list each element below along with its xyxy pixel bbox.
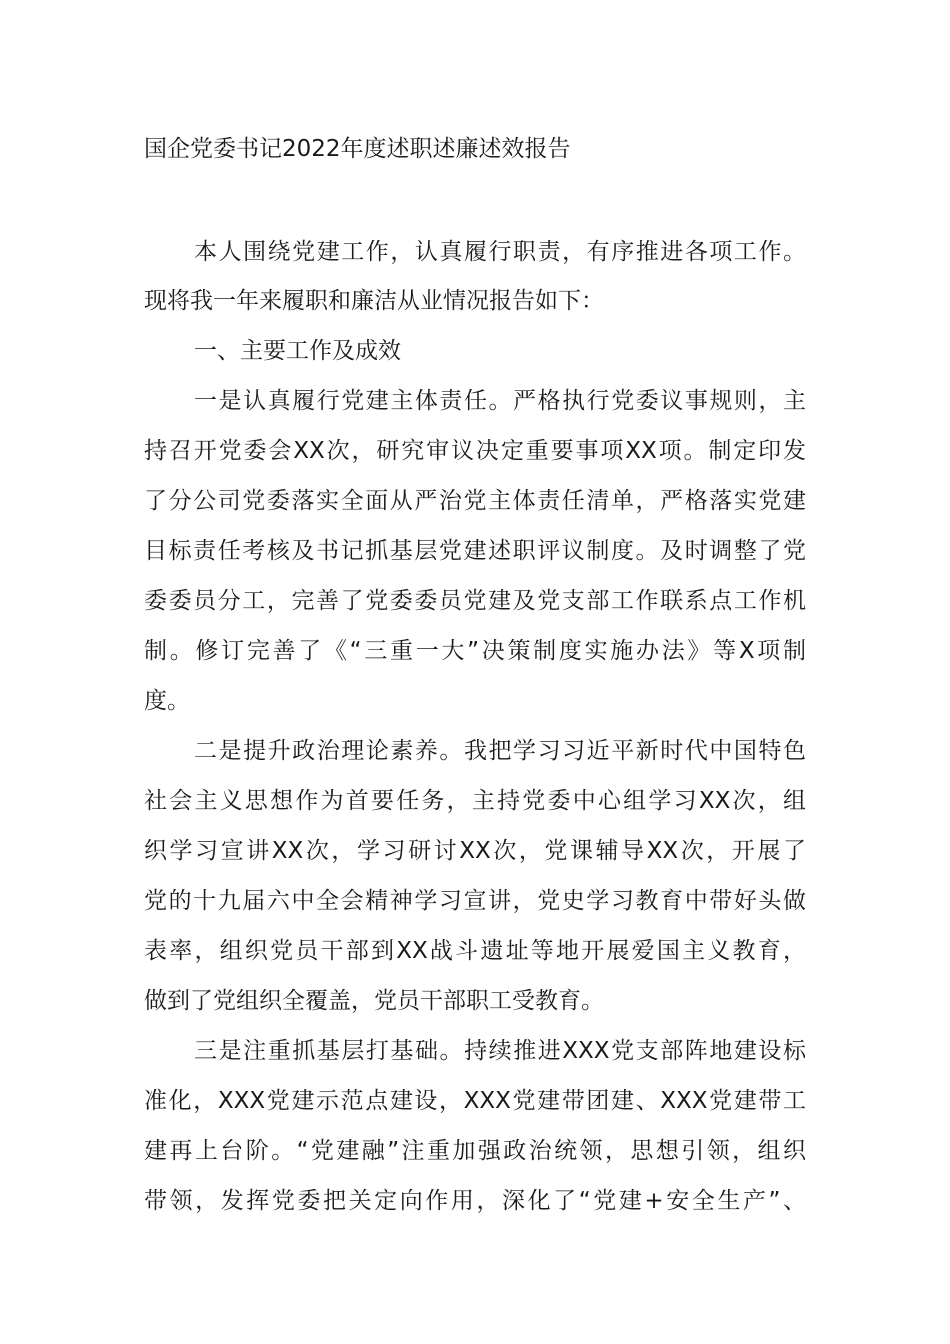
document-title: 国企党委书记2022年度述职述廉述效报告 bbox=[144, 136, 571, 162]
body-line: 建再上台阶。“党建融”注重加强政治统领，思想引领，组织 bbox=[144, 1138, 806, 1164]
body-line: 带领，发挥党委把关定向作用，深化了“党建+安全生产”、 bbox=[144, 1188, 806, 1214]
body-line: 持召开党委会XX次，研究审议决定重要事项XX项。制定印发 bbox=[144, 438, 806, 464]
body-line: 三是注重抓基层打基础。持续推进XXX党支部阵地建设标 bbox=[194, 1038, 806, 1064]
body-line: 现将我一年来履职和廉洁从业情况报告如下： bbox=[144, 288, 604, 314]
body-line: 社会主义思想作为首要任务，主持党委中心组学习XX次，组 bbox=[144, 788, 806, 814]
body-line: 准化，XXX党建示范点建设，XXX党建带团建、XXX党建带工 bbox=[144, 1088, 806, 1114]
body-line: 目标责任考核及书记抓基层党建述职评议制度。及时调整了党 bbox=[144, 538, 806, 564]
body-line: 做到了党组织全覆盖，党员干部职工受教育。 bbox=[144, 988, 604, 1014]
body-line: 党的十九届六中全会精神学习宣讲，党史学习教育中带好头做 bbox=[144, 888, 806, 914]
body-line: 委委员分工，完善了党委委员党建及党支部工作联系点工作机 bbox=[144, 588, 806, 614]
body-line: 了分公司党委落实全面从严治党主体责任清单，严格落实党建 bbox=[144, 488, 806, 514]
body-line: 本人围绕党建工作，认真履行职责，有序推进各项工作。 bbox=[194, 239, 806, 265]
body-line: 二是提升政治理论素养。我把学习习近平新时代中国特色 bbox=[194, 738, 806, 764]
body-line: 织学习宣讲XX次，学习研讨XX次，党课辅导XX次，开展了 bbox=[144, 838, 806, 864]
body-line: 一是认真履行党建主体责任。严格执行党委议事规则，主 bbox=[194, 388, 806, 414]
section-heading: 一、主要工作及成效 bbox=[194, 338, 401, 364]
body-line: 度。 bbox=[144, 688, 190, 714]
body-line: 表率，组织党员干部到XX战斗遗址等地开展爱国主义教育， bbox=[144, 938, 806, 964]
body-line: 制。修订完善了《“三重一大”决策制度实施办法》等X项制 bbox=[144, 638, 806, 664]
